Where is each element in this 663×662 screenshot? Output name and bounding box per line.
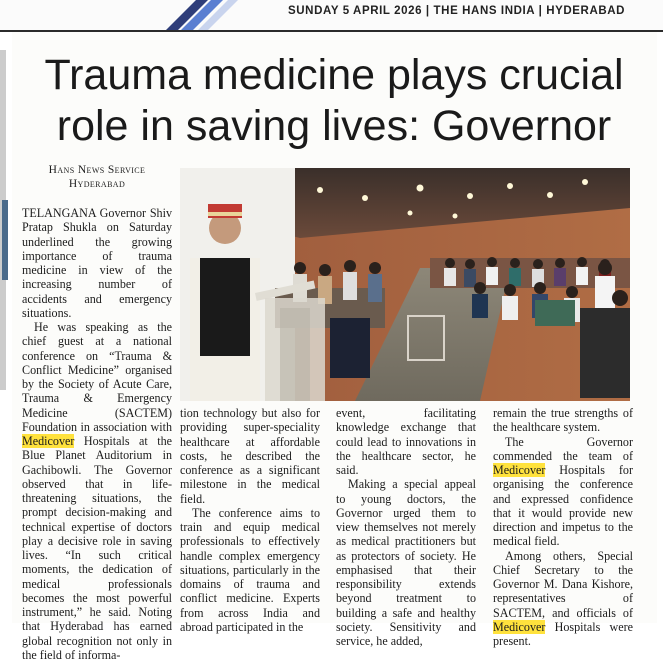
article-photo [180,168,630,401]
column-4 [493,406,633,648]
col3-paragraph-1: event, facilitating knowledge exchange that could lead to innovations in the healthcare sector, he said. [336,406,476,477]
col1-p2-text-b: Hospitals at the Blue Planet Auditorium in Gachibowli. The Governor observed that in life-threatening situations, the prompt decision-making and technical expertise of doctors play a decisive role in saving lives. “In such critical moments, the dedication of medical professionals becomes the most powerful instrument,” he said. Noting that Hyderabad has earned global recognition not only in the field of informa- [22,434,172,662]
byline [40,163,154,191]
col4-p3-text-a: Among others, Special Chief Secretary to the Governor M. Dana Kishore, representatives of SACTEM, and officials of [493,548,633,620]
highlight-medicover: Medicover [22,434,75,448]
col2-paragraph-2: The conference aims to train and equip medical professionals to effectively handle complex emergency situations, particularly in the domains of trauma and conflict medicine. Experts from across India and abroad participated in the [180,505,320,634]
headline-line-2: role in saving lives: Governor [56,102,612,150]
byline-service: Hans News Service [48,164,146,176]
column-1 [22,206,172,662]
col4-paragraph-3 [493,549,633,649]
col1-paragraph-1: TELANGANA Governor Shiv Pratap Shukla on Saturday underlined the growing importance of trauma medicine in view of the increasing number of accidents and emergency situations. [22,206,172,320]
headline [24,50,644,152]
col4-p2-text-b: Hospitals for organising the conference and expressed confidence that it would provide new direction and impetus to the medical field. [493,463,633,549]
col1-p2-text-a: He was speaking as the chief guest at a national conference on “Trauma & Conflict Medicine” organised by the Society of Acute Care, Trauma & Emergency Medicine (SACTEM) Foundation in association with [22,320,172,434]
highlight-medicover: Medicover [493,463,546,477]
col4-p3-text-b: Hospitals were present. [493,619,633,648]
highlight-medicover: Medicover [493,619,546,634]
byline-city: Hyderabad [68,178,126,190]
column-2 [180,406,320,634]
col4-p2-text-a: The Governor commended the team of [493,434,633,463]
adjacent-page-photo-edge [2,200,8,280]
col3-paragraph-2: Making a special appeal to young doctors, the Governor urged them to view themselves not merely as medical practitioners but as protectors of society. He emphasised that their responsibility extends beyond treatment to building a safe and healthy society. Sensitivity and service, he added, [336,477,476,648]
date-line: SUNDAY 5 APRIL 2026 | THE HANS INDIA | HYDERABAD [288,5,626,17]
col4-paragraph-1: remain the true strengths of the healthcare system. [493,406,633,435]
column-3 [336,406,476,648]
col2-paragraph-1: tion technology but also for providing super-speciality healthcare at affordable costs, he described the conference as a significant milestone in the medical field. [180,406,320,506]
masthead-bar [0,0,663,30]
headline-line-1: Trauma medicine plays crucial [44,51,624,99]
conference-photo-illustration [180,168,630,401]
col1-paragraph-2 [22,320,172,662]
col4-paragraph-2 [493,435,633,549]
